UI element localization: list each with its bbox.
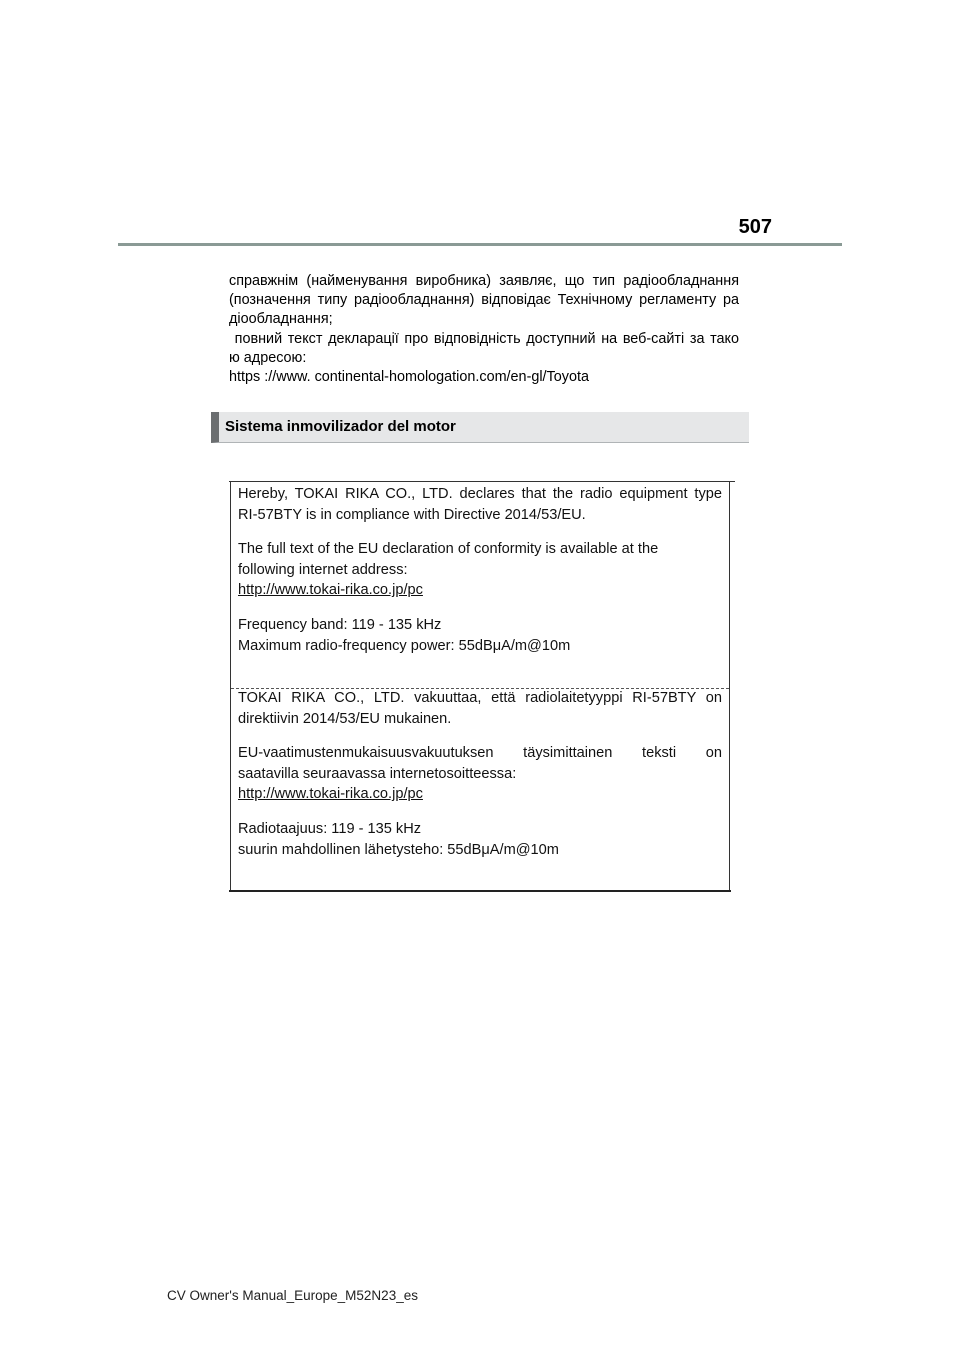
en-line: following internet address: [238,561,408,578]
fi-availability [238,743,722,805]
section-heading [211,412,749,443]
ukrainian-declaration-text [229,272,739,387]
uk-url: https ://www. continental-homologation.com/en-gl/Toyota [229,369,589,386]
en-power: Maximum radio-frequency power: 55dBμA/m@10m [238,637,571,654]
en-line: The full text of the EU declaration of conformity is available at the [238,541,659,558]
fi-line: direktiivin 2014/53/EU mukainen. [238,710,452,727]
fi-link[interactable]: http://www.tokai-rika.co.jp/pc [238,786,423,803]
declaration-finnish [238,688,722,872]
fi-line: TOKAI RIKA CO., LTD. vakuuttaa, että radiolaitetyyppi RI-57BTY on [238,690,722,706]
header-rule [118,243,842,246]
fi-line: EU-vaatimustenmukaisuusvakuutuksen täysimittainen teksti on [238,745,722,762]
fi-statement [238,688,722,729]
en-link[interactable]: http://www.tokai-rika.co.jp/pc [238,582,423,599]
uk-line: діообладнання; [229,311,333,328]
en-line: RI-57BTY is in compliance with Directive 2014/53/EU. [238,506,586,523]
box-top-border [229,481,735,482]
page-number: 507 [738,216,772,238]
en-availability [238,539,722,601]
uk-line: ю адресою: [229,349,307,366]
fi-technical [238,819,722,860]
fi-power: suurin mahdollinen lähetysteho: 55dBμA/m@10m [238,841,559,858]
fi-line: saatavilla seuraavassa internetosoitteessa: [238,765,517,782]
uk-line: справжнім (найменування виробника) заявляє, що тип радіообладнання [229,273,739,289]
box-bottom-border [229,890,731,892]
declaration-box [230,482,730,891]
uk-line: повний текст декларації про відповідність доступний на веб-сайті за тако [229,330,739,347]
declaration-english [238,484,722,668]
footer-manual-id: CV Owner's Manual_Europe_M52N23_es [167,1288,418,1303]
en-technical [238,615,722,656]
uk-line: (позначення типу радіообладнання) відповідає Технічному регламенту ра [229,292,739,309]
en-frequency: Frequency band: 119 - 135 kHz [238,616,442,633]
en-line: Hereby, TOKAI RIKA CO., LTD. declares that the radio equipment type [238,486,722,502]
en-statement [238,484,722,525]
section-title: Sistema inmovilizador del motor [225,418,456,435]
fi-frequency: Radiotaajuus: 119 - 135 kHz [238,820,422,837]
